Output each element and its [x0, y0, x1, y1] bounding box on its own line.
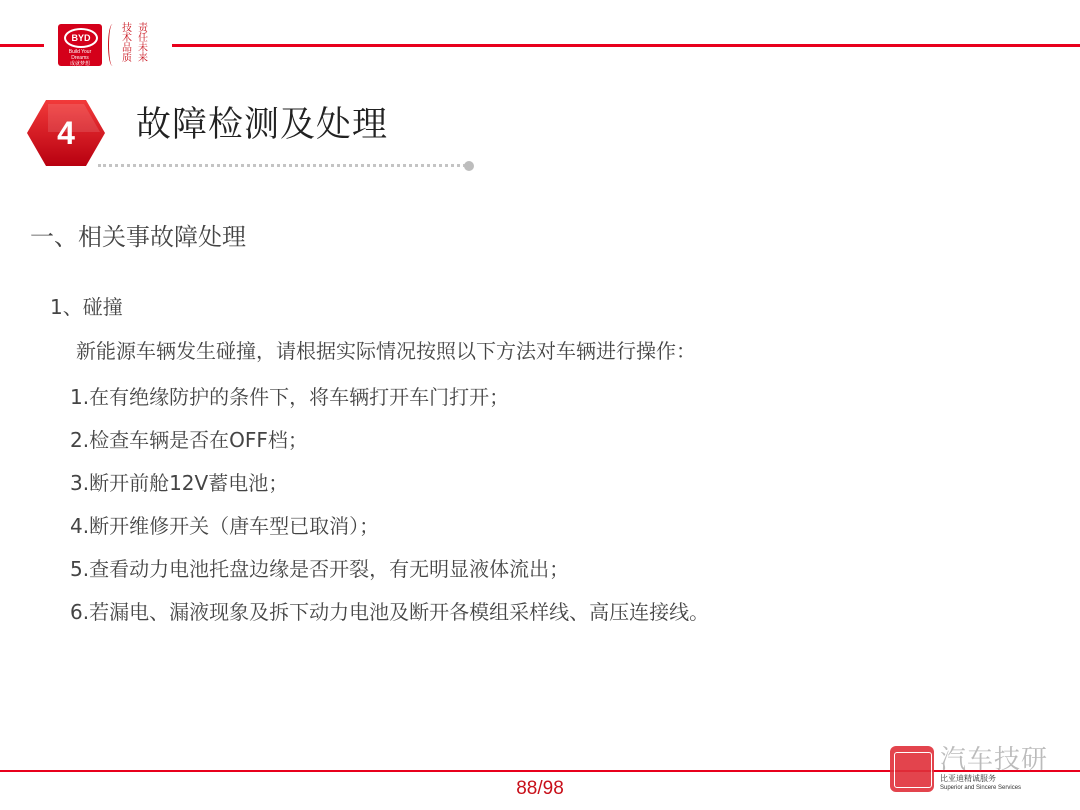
- page-title: 故障检测及处理: [136, 105, 389, 145]
- header-rule-left: [0, 44, 44, 47]
- list-item: 2.检查车辆是否在OFF档；: [70, 428, 308, 452]
- procedure-steps: [70, 376, 709, 634]
- service-slogan-en: Superior and Sincere Services: [940, 785, 1022, 791]
- quality-seal-logo: [108, 22, 156, 70]
- byd-logo-mark: BYD: [64, 28, 98, 48]
- seal-bracket: [108, 24, 117, 66]
- seal-characters: 技 术 品 质 责 任 未 来: [122, 23, 148, 64]
- section-number: 4: [57, 115, 75, 151]
- intro-paragraph: 新能源车辆发生碰撞，请根据实际情况按照以下方法对车辆进行操作：: [76, 339, 696, 363]
- subsection-heading: 1、碰撞: [50, 295, 123, 319]
- title-dotted-rule: [98, 164, 466, 167]
- title-rule-dot: [464, 161, 474, 171]
- list-item: 3.断开前舱12V蓄电池；: [70, 471, 289, 495]
- list-item: 5.查看动力电池托盘边缘是否开裂，有无明显液体流出；: [70, 557, 570, 581]
- list-item: 6.若漏电、漏液现象及拆下动力电池及断开各模组采样线、高压连接线。: [70, 600, 710, 624]
- watermark-text: 汽车技研: [940, 745, 1049, 775]
- byd-logo-tagline: Build Your Dreams 成就梦想: [68, 49, 92, 67]
- section-heading: 一、相关事故障处理: [30, 223, 246, 251]
- byd-logo: [58, 24, 102, 66]
- service-slogan-cn: 比亚迪精诚服务: [940, 774, 996, 783]
- list-item: 1.在有绝缘防护的条件下，将车辆打开车门打开；: [70, 385, 510, 409]
- list-item: 4.断开维修开关（唐车型已取消）；: [70, 514, 380, 538]
- header-rule-right: [172, 44, 1080, 47]
- page-number: 88/98: [516, 778, 564, 799]
- service-seal-icon: [890, 746, 934, 792]
- section-number-badge: [26, 98, 106, 168]
